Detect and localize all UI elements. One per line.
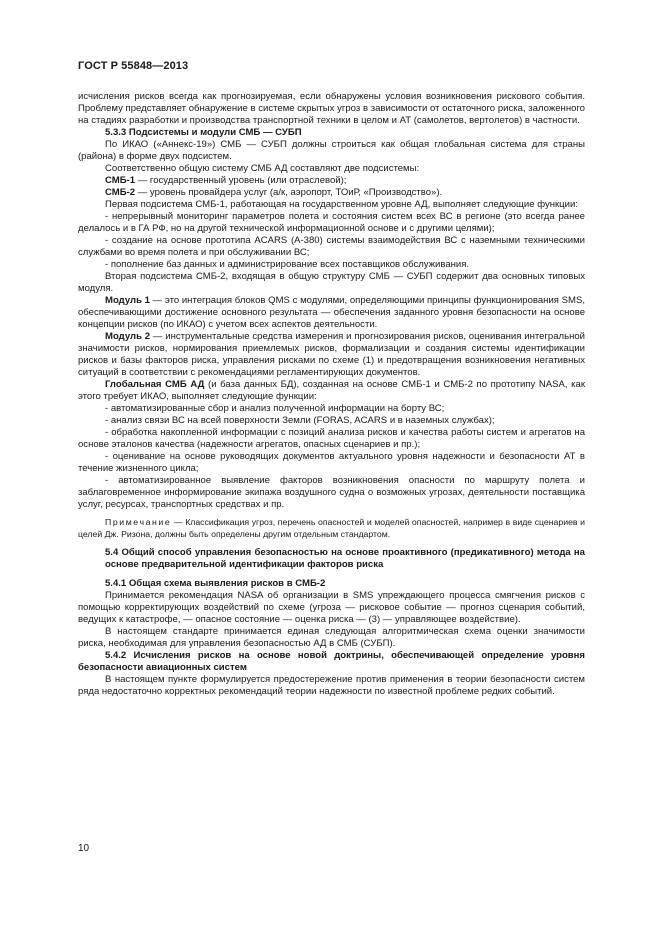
note-label: Примечание (105, 517, 172, 527)
paragraph: Соответственно общую систему СМБ АД составляют две подсистемы: (105, 163, 420, 174)
subsystem-item-1 (78, 175, 585, 187)
paragraph: Вторая подсистема СМБ-2, входящая в общую структуру СМБ — СУБП содержит два основных типовых модуля. (78, 271, 585, 294)
paragraph: Первая подсистема СМБ-1, работающая на государственном уровне АД, выполняет следующие функции: (105, 199, 578, 210)
paragraph: В настоящем пункте формулируется предостережение против применения в теории безопасности систем ряда недостаточно корректных рекомендаций теории надежности по известной проблеме редких событий. (78, 674, 585, 697)
paragraph: исчисления рисков всегда как прогнозируемая, если обнаружены условия возникновения рискового события. Проблему представляет обнаружение в системе скрытых угроз в зависимости от остаточного риска, заложенного на стадиях разработки и производства транспортной техники в целом и АТ (самолетов, вертолетов) в частности. (78, 91, 585, 126)
list-item: - создание на основе прототипа ACARS (А-380) системы взаимодействия ВС с наземными техническими службами во время полета и при обслуживании ВС; (78, 235, 585, 258)
module-1-paragraph (78, 295, 585, 331)
section-heading-5-4-1: 5.4.1 Общая схема выявления рисков в СМБ-2 (105, 578, 326, 589)
global-smb-text: (и база данных БД), созданная на основе СМБ-1 и СМБ-2 по прототипу NASA, как этого требует ИКАО, выполняет следующие функции: (78, 379, 586, 402)
global-smb-label: Глобальная СМБ АД (105, 379, 205, 390)
subsystem-label: СМБ-2 (105, 187, 136, 198)
list-item: - пополнение баз данных и администрирование всех поставщиков обслуживания. (105, 259, 470, 270)
list-item: - автоматизированное выявление факторов возникновения опасности по маршруту полета и заблаговременное информирование экипажа воздушного судна о возможных угрозах, деятельности поставщика услуг, ресурсах, транспортных средствах и пр. (78, 475, 585, 510)
module-text: — это интеграция блоков QMS с модулями, определяющими принципы функционирования SMS, обеспечивающими достижение основного результата — обеспечения заданного уровня безопасности на основе концепции рисков (по ИКАО) с учетом всех аспектов деятельности. (78, 295, 585, 330)
list-item: - автоматизированные сбор и анализ полученной информации на борту ВС; (105, 403, 445, 414)
module-2-paragraph (78, 331, 585, 379)
list-item: - оценивание на основе руководящих документов актуального уровня надежности и безопасности АТ в течение жизненного цикла; (78, 451, 585, 474)
global-smb-paragraph (78, 379, 585, 403)
module-label: Модуль 1 (105, 295, 150, 306)
document-header: ГОСТ Р 55848—2013 (78, 60, 189, 72)
list-item: - непрерывный мониторинг параметров полета и состояния систем всех ВС в регионе (это всегда ранее делалось и в ГА РФ, но на другой технической информационной основе и с другими целями); (78, 211, 585, 234)
section-heading-5-3-3: 5.3.3 Подсистемы и модули СМБ — СУБП (105, 127, 302, 138)
subsystem-label: СМБ-1 (105, 175, 136, 186)
page-number: 10 (78, 843, 90, 854)
subsystem-item-2 (78, 187, 585, 199)
subsystem-text: — государственный уровень (или отраслевой); (135, 175, 347, 186)
module-label: Модуль 2 (105, 331, 151, 342)
subsystem-text: — уровень провайдера услуг (а/к, аэропорт, ТОиР, «Производство»). (135, 187, 443, 198)
document-body (78, 91, 585, 698)
paragraph: Принимается рекомендация NASA об организации в SMS упреждающего процесса смягчения рисков с помощью корректирующих воздействий по схеме (угроза — рисковое событие — прогноз сценария событий, ведущих к катастрофе, — опасное состояние — оценка риска — (3) — управляющее воздействие). (78, 590, 585, 625)
list-item: - анализ связи ВС на всей поверхности Земли (FORAS, ACARS и в наземных службах); (105, 415, 495, 426)
paragraph: В настоящем стандарте принимается единая следующая алгоритмическая схема оценки значимости риска, необходимая для управления безопасностью АД в СМБ (СУБП). (78, 626, 585, 649)
note-text: — Классификация угроз, перечень опасностей и моделей опасностей, например в виде сценариев и целей Дж. Ризона, должны быть определены другим отдельным стандартом. (78, 517, 585, 539)
note (78, 516, 585, 540)
section-heading-5-4: 5.4 Общий способ управления безопасностью на основе проактивного (предикативного) метода на основе предварительной идентификации факторов риска (105, 547, 585, 570)
section-heading-5-4-2: 5.4.2 Исчисления рисков на основе новой доктрины, обеспечивающей определение уровня безопасности авиационных систем (78, 650, 585, 673)
paragraph: По ИКАО («Аннекс-19») СМБ — СУБП должны строиться как общая глобальная система для страны (района) в форме двух подсистем. (78, 139, 585, 162)
list-item: - обработка накопленной информации с позиций анализа рисков и качества работы систем и агрегатов на основе эталонов качества (надежности агрегатов, опасных сценариев и пр.); (78, 427, 585, 450)
module-text: — инструментальные средства измерения и прогнозирования рисков, оценивания интегральной значимости рисков, нормирования приемлемых рисков, формализации и создания системы идентификации рисков и базы факторов риска, управления рисками по схеме (1) и предотвращения возникновения негативных ситуаций в соответствии с рекомендациями регламентирующих документов. (78, 331, 585, 378)
